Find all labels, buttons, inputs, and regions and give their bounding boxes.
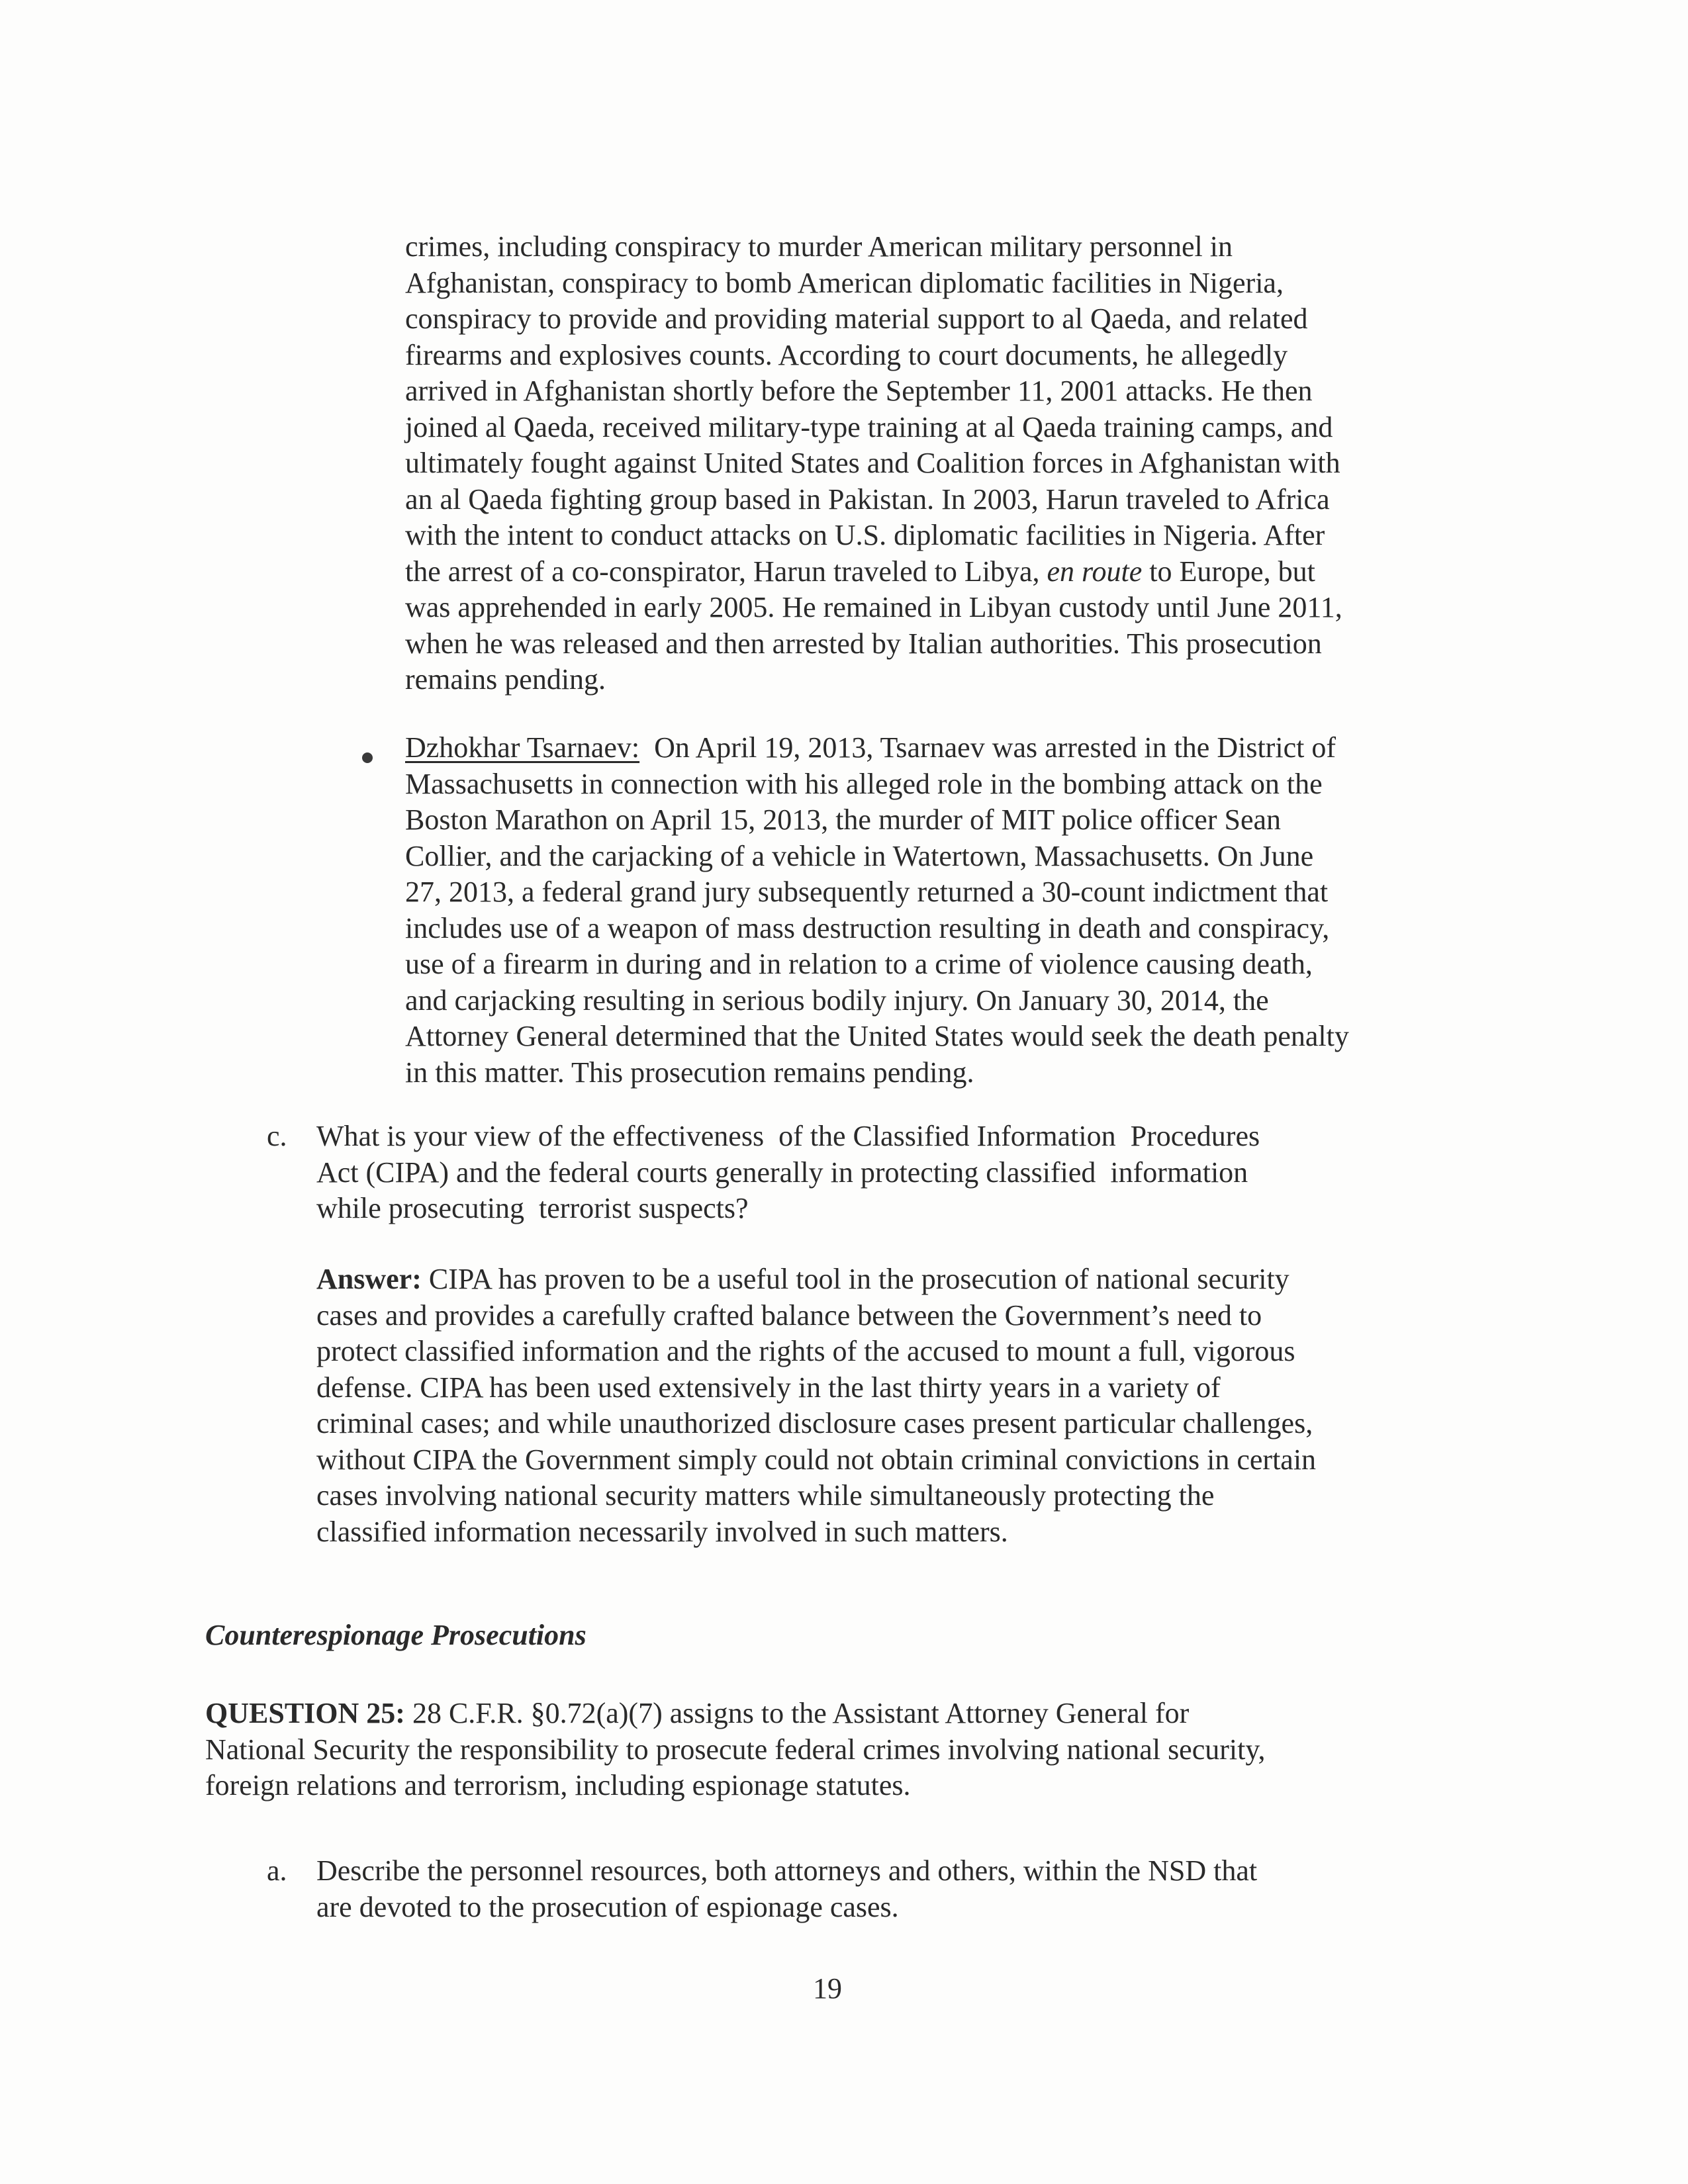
text-segment: On April 19, 2013, Tsarnaev was arrested in the District of	[639, 731, 1336, 764]
text-segment: to Europe, but	[1142, 555, 1315, 588]
text-line: in this matter. This prosecution remains pending.	[405, 1056, 974, 1089]
italic-phrase: en route	[1047, 555, 1143, 588]
text-line: are devoted to the prosecution of espionage cases.	[316, 1890, 899, 1923]
text-line: was apprehended in early 2005. He remained in Libyan custody until June 2011,	[405, 591, 1342, 623]
text-line: ultimately fought against United States and Coalition forces in Afghanistan with	[405, 447, 1340, 479]
answer-c	[316, 1261, 1442, 1550]
text-line: Describe the personnel resources, both attorneys and others, within the NSD that	[316, 1854, 1258, 1887]
text-line: when he was released and then arrested by Italian authorities. This prosecution	[405, 627, 1322, 660]
question-label: QUESTION 25:	[205, 1697, 405, 1729]
text-line: Afghanistan, conspiracy to bomb American diplomatic facilities in Nigeria,	[405, 266, 1284, 299]
text-line	[405, 554, 1438, 590]
answer-label: Answer:	[316, 1263, 422, 1295]
text-line: Act (CIPA) and the federal courts generally in protecting classified information	[316, 1156, 1248, 1189]
text-line: crimes, including conspiracy to murder American military personnel in	[405, 230, 1233, 263]
text-line: without CIPA the Government simply could not obtain criminal convictions in certain	[316, 1443, 1317, 1476]
case-name: Dzhokhar Tsarnaev:	[405, 731, 640, 764]
question-25a	[316, 1853, 1442, 1925]
text-line: cases and provides a carefully crafted balance between the Government’s need to	[316, 1298, 1262, 1332]
text-line: and carjacking resulting in serious bodily injury. On January 30, 2014, the	[405, 983, 1269, 1017]
bullet-icon	[362, 752, 373, 763]
text-line: arrived in Afghanistan shortly before the September 11, 2001 attacks. He then	[405, 375, 1313, 407]
text-line: 27, 2013, a federal grand jury subsequently returned a 30-count indictment that	[405, 876, 1329, 908]
text-line: National Security the responsibility to prosecute federal crimes involving national security,	[205, 1733, 1266, 1766]
question-c	[316, 1118, 1442, 1227]
text-line: joined al Qaeda, received military-type training at al Qaeda training camps, and	[405, 410, 1333, 443]
tsarnaev-bullet-item	[405, 730, 1438, 1091]
text-line: criminal cases; and while unauthorized disclosure cases present particular challenges,	[316, 1407, 1313, 1439]
text-line: Collier, and the carjacking of a vehicle in Watertown, Massachusetts. On June	[405, 839, 1314, 872]
text-line: remains pending.	[405, 663, 606, 696]
text-line: What is your view of the effectiveness of the Classified Information Procedures	[316, 1120, 1260, 1152]
page-number: 19	[813, 1972, 842, 2005]
text-line: defense. CIPA has been used extensively in the last thirty years in a variety of	[316, 1371, 1221, 1404]
text-line: foreign relations and terrorism, including espionage statutes.	[205, 1769, 911, 1801]
text-line: includes use of a weapon of mass destruction resulting in death and conspiracy,	[405, 911, 1330, 944]
text-line: Attorney General determined that the United States would seek the death penalty	[405, 1020, 1349, 1052]
text-line: conspiracy to provide and providing material support to al Qaeda, and related	[405, 302, 1308, 335]
text-line	[316, 1261, 1442, 1298]
text-line	[405, 730, 1438, 766]
text-line: Boston Marathon on April 15, 2013, the murder of MIT police officer Sean	[405, 803, 1282, 836]
text-line: Massachusetts in connection with his alleged role in the bombing attack on the	[405, 767, 1323, 800]
text-line: use of a firearm in during and in relation to a crime of violence causing death,	[405, 948, 1313, 980]
question-25	[205, 1696, 1450, 1804]
text-line: with the intent to conduct attacks on U.S. diplomatic facilities in Nigeria. After	[405, 519, 1325, 551]
text-line: an al Qaeda fighting group based in Pakistan. In 2003, Harun traveled to Africa	[405, 482, 1330, 516]
text-line: cases involving national security matters while simultaneously protecting the	[316, 1479, 1215, 1512]
harun-paragraph	[405, 229, 1438, 698]
list-marker-c: c.	[267, 1120, 287, 1152]
text-line: protect classified information and the rights of the accused to mount a full, vigorous	[316, 1335, 1295, 1367]
text-line: firearms and explosives counts. According to court documents, he allegedly	[405, 338, 1288, 371]
list-marker-a: a.	[267, 1854, 287, 1887]
text-segment: CIPA has proven to be a useful tool in the prosecution of national security	[421, 1263, 1289, 1295]
text-line: classified information necessarily involved in such matters.	[316, 1515, 1008, 1548]
section-heading: Counterespionage Prosecutions	[205, 1619, 586, 1651]
text-segment: 28 C.F.R. §0.72(a)(7) assigns to the Assistant Attorney General for	[404, 1697, 1190, 1729]
text-segment: the arrest of a co-conspirator, Harun traveled to Libya,	[405, 555, 1047, 588]
text-line: while prosecuting terrorist suspects?	[316, 1192, 749, 1224]
text-line	[205, 1696, 1450, 1732]
